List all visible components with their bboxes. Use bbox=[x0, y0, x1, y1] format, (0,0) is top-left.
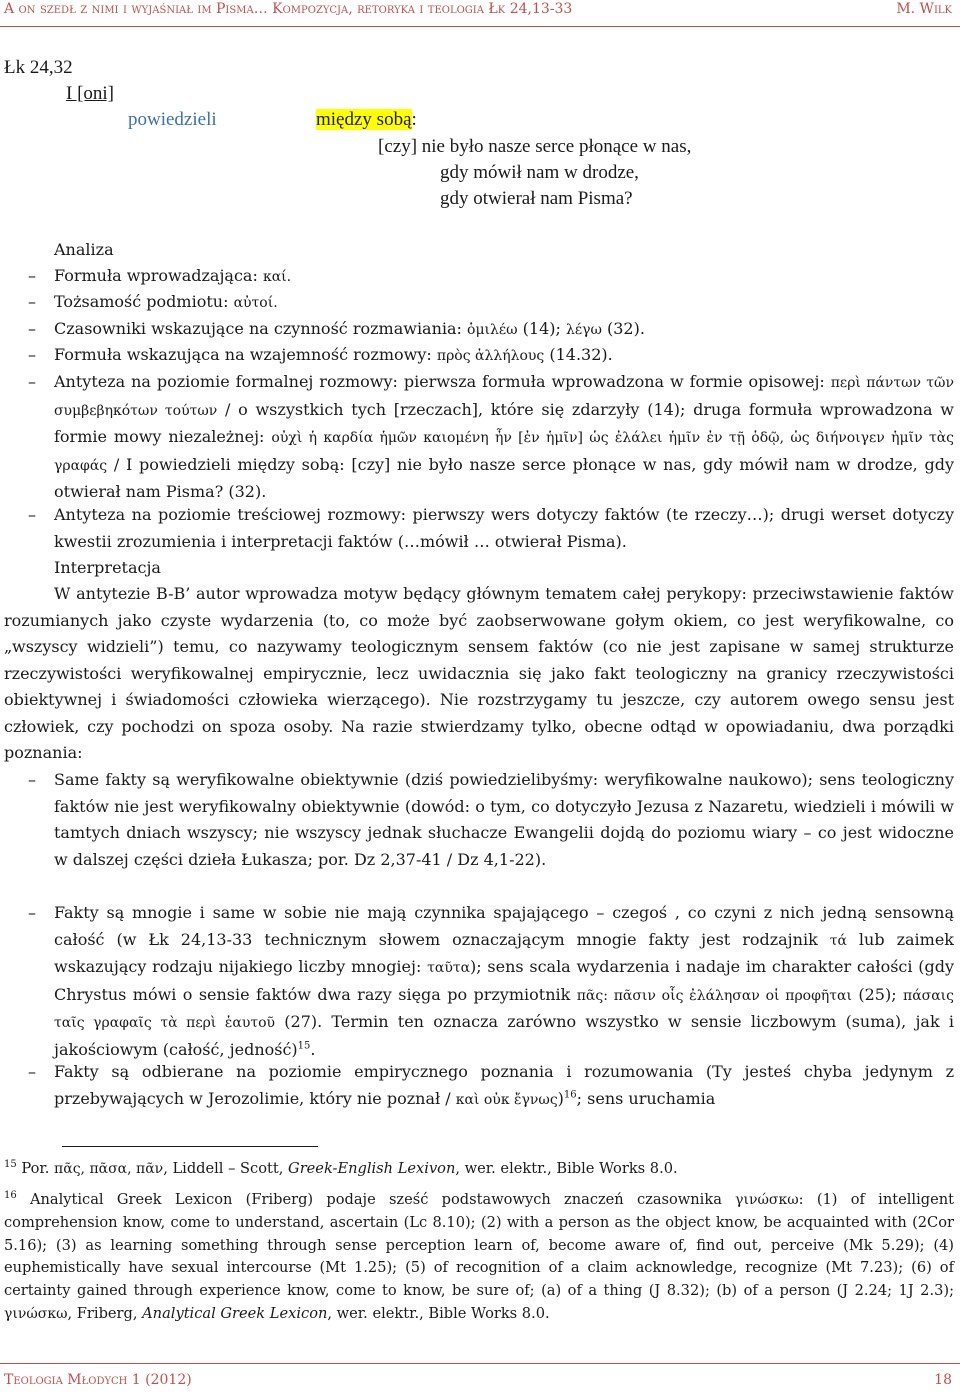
running-footer bbox=[0, 1372, 960, 1392]
interpretation-item: – Fakty są odbierane na poziomie empirycznego poznania i rozumowania (Ty jesteś chyba jedynym z przebywających w Jerozolimie, który nie poznał / καὶ οὐκ ἔγνως)$^{16}$; sens uruchamia bbox=[28, 1062, 954, 1108]
interpretation-item-text: Fakty są mnogie i same w sobie nie mają czynnika spajającego – czegoś , co czyni z nich jedną sensowną całość (w Łk 24,13-33 technicznym słowem oznaczającym mnogie fakty jest rodzajnik bbox=[54, 903, 954, 949]
greek-text: οὐχὶ ἡ καρδία ἡμῶν καιομένη ἦν [ἐν ἡμῖν] ὡς ἐλάλει ἡμῖν ἐν τῇ ὁδῷ, ὡς διήνοιγεν ἡμῖν τὰς γραφάς bbox=[54, 430, 954, 474]
footnote-text: , Friberg, bbox=[67, 1304, 143, 1322]
interpretation-item: – Same fakty są weryfikowalne obiektywnie (dziś powiedzielibyśmy: weryfikowalne naukowo); sens teologiczny faktów nie jest weryfikowalny obiektywnie (dowód: o tym, co dotyczyło Jezusa z Nazaretu, wiedzieli i mówili w tamtych dniach wszyscy; nie wszyscy jednak słuchacze Ewangelii dojdą do poziomu wiary – co jest widoczne w dalszej części dzieła Łukasza; por. Dz 2,37-41 / Dz 4,1-22). bbox=[4, 767, 954, 873]
greek-text: γινώσκω bbox=[4, 1305, 68, 1322]
greek-text: λέγω bbox=[566, 322, 602, 338]
greek-text: πᾶς: πᾶσιν οἷς ἐλάλησαν οἱ προφῆται bbox=[576, 987, 852, 1004]
analysis-item-text: Formuła wprowadzająca: bbox=[54, 266, 263, 285]
footnote-text: , wer. elektr., Bible Works 8.0. bbox=[455, 1160, 678, 1177]
verse-line-5: gdy otwierał nam Pisma? bbox=[440, 188, 633, 209]
antithesis-content: – Antyteza na poziomie treściowej rozmowy: pierwszy wers dotyczy faktów (te rzeczy…); drugi werset dotyczy kwestii zrozumienia i interpretacji faktów (…mówił … otwierał Pisma). bbox=[4, 502, 954, 555]
footnote-text: Analytical Greek Lexicon (Friberg) podaje sześć podstawowych znaczeń czasownika bbox=[16, 1191, 736, 1208]
footnote-text: , wer. elektr., Bible Works 8.0. bbox=[327, 1304, 550, 1322]
greek-text: αὐτοί. bbox=[233, 295, 278, 311]
antithesis-formal: – Antyteza na poziomie formalnej rozmowy: pierwsza formuła wprowadzona w formie opisowej: περὶ πάντων τῶν συμβεβηκότων τούτων / o wszystkich tych [rzeczach], które się zdarzyły (14); druga formuła wprowadzona w formie mowy niezależnej: οὐχὶ ἡ καρδία ἡμῶν καιομένη ἦν [ἐν ἡμῖν] ὡς ἐλάλει ἡμῖν ἐν τῇ ὁδῷ, ὡς διήνοιγεν ἡμῖν τὰς γραφάς / I powiedzieli między sobą: [czy] nie było nasze serce płonące w nas, gdy mówił nam w drodze, gdy otwierał nam Pisma? (32). bbox=[28, 372, 955, 501]
interpretation-item-text: (25); bbox=[851, 984, 904, 1004]
analysis-item-text: Czasowniki wskazujące na czynność rozmawiania: bbox=[54, 319, 468, 338]
footnote-number: 16 bbox=[4, 1190, 17, 1202]
footnote-text: , Liddell – Scott, bbox=[163, 1160, 289, 1177]
interpretation-item-text: ; sens uruchamia bbox=[576, 1088, 716, 1108]
journal-name: Teologia Młodych 1 (2012) bbox=[4, 1372, 192, 1388]
antithesis-text: / I powiedzieli między sobą: [czy] nie było nasze serce płonące w nas, gdy mówił nam w drodze, gdy otwierał nam Pisma? (32). bbox=[54, 454, 954, 501]
analysis-item-text: (14); bbox=[517, 319, 566, 338]
interpretation-heading: Interpretacja bbox=[54, 558, 161, 577]
interpretation-item-text: (27). Termin ten oznacza zarówno wszystko w sensie liczbowym (suma), jak i jakościowym (całość, jedność) bbox=[54, 1012, 954, 1059]
verse-colon: : bbox=[411, 109, 417, 130]
footer-rule bbox=[0, 1363, 960, 1364]
footnote-number: 15 bbox=[4, 1159, 17, 1171]
page-number: 18 bbox=[934, 1372, 952, 1388]
greek-text: πρὸς ἀλλήλους bbox=[436, 348, 545, 364]
analysis-item: – Tożsamość podmiotu: αὐτοί. bbox=[28, 292, 278, 311]
verse-line-4: gdy mówił nam w drodze, bbox=[440, 162, 639, 183]
interpretation-item-text: lub zaimek wskazujący rodzaju nijakiego liczby mnogiej: bbox=[54, 929, 954, 976]
verse-speakers: powiedzieli bbox=[128, 109, 217, 130]
greek-text: καί. bbox=[262, 269, 292, 285]
analysis-item: – Formuła wskazująca na wzajemność rozmowy: πρὸς ἀλλήλους (14.32). bbox=[28, 345, 613, 364]
interpretation-item-text: ); sens scala wydarzenia i nadaje im charakter całości (gdy Chrystus mówi o sensie faktów dwa razy sięga po przymiotnik bbox=[54, 957, 955, 1004]
footnote-title: Greek-English Lexivon bbox=[288, 1160, 456, 1177]
analysis-item: – Formuła wprowadzająca: καί. bbox=[28, 266, 292, 285]
footnote-title: Analytical Greek Lexicon bbox=[142, 1304, 328, 1322]
interpretation-item-text: ) bbox=[557, 1088, 564, 1108]
verse-line-1: I [oni] bbox=[66, 83, 115, 104]
antithesis-text: Antyteza na poziomie treściowej rozmowy: pierwszy wers dotyczy faktów (te rzeczy…); drugi werset dotyczy kwestii zrozumienia i interpretacji faktów (…mówił … otwierał Pisma). bbox=[54, 505, 954, 551]
footnote-text: Por. bbox=[16, 1160, 55, 1177]
interpretation-item: – Fakty są mnogie i same w sobie nie mają czynnika spajającego – czegoś , co czyni z nich jedną sensowną całość (w Łk 24,13-33 technicznym słowem oznaczającym mnogie fakty jest rodzajnik τά lub zaimek wskazujący rodzaju nijakiego liczby mnogiej: ταῦτα); sens scala wydarzenia i nadaje im charakter całości (gdy Chrystus mówi o sensie faktów dwa razy sięga po przymiotnik πᾶς: πᾶσιν οἷς ἐλάλησαν οἱ προφῆται (25); πάσαις ταῖς γραφαῖς τὰ περὶ ἑαυτοῦ (27). Termin ten oznacza zarówno wszystko w sensie liczbowym (suma), jak i jakościowym (całość, jedność)$^{15}$. bbox=[28, 903, 955, 1059]
analysis-heading: Analiza bbox=[54, 240, 114, 259]
interpretation-item-text: . bbox=[310, 1039, 316, 1059]
analysis-item-text: Tożsamość podmiotu: bbox=[54, 292, 234, 311]
antithesis-text: / o wszystkich tych [rzeczach], które się zdarzyły (14); druga formuła wprowadzona w formie mowy niezależnej: bbox=[54, 399, 955, 446]
footnote-15 bbox=[4, 1158, 954, 1181]
footnote-text: : (1) of intelligent comprehension know, come to understand, ascertain (Lc 8.10); (2) with a person as the object know, be acquainted with (2Cor 5.16); (3) as learning something through sense perception learn of, become aware of, find out, perceive (Mk 5.29); (4) euphemistically have sexual intercourse (Mt 1.25); (5) of recognition of a claim acknowledge, recognize (Mt 7.23); (6) of certainty gained through experience know, come to know, be sure of; (a) of a thing (J 8.32); (b) of a person (J 2.24; 1J 2.3); bbox=[4, 1191, 954, 1300]
analysis-item-text: (14.32). bbox=[544, 345, 613, 364]
verse-line-2 bbox=[128, 106, 217, 133]
footnote-16 bbox=[4, 1189, 954, 1326]
footnote-ref[interactable]: 15 bbox=[297, 1040, 311, 1052]
verse-line-2b bbox=[316, 106, 417, 133]
header-title: A on szedł z nimi i wyjaśniał im Pisma… Kompozycja, retoryka i teologia Łk 24,13-33 bbox=[4, 1, 573, 17]
interpretation-item-text: Fakty są odbierane na poziomie empirycznego poznania i rozumowania (Ty jesteś chyba jedynym z przebywających w Jerozolimie, który nie poznał / bbox=[54, 1062, 954, 1108]
analysis-item-text: (32). bbox=[601, 319, 645, 338]
greek-text: ὁμιλέω bbox=[467, 322, 518, 338]
verse-highlight: między sobą bbox=[316, 109, 412, 130]
verse-line-3: [czy] nie było nasze serce płonące w nas, bbox=[378, 136, 692, 157]
greek-text: καὶ οὐκ ἔγνως bbox=[455, 1091, 558, 1108]
interpretation-paragraph: W antytezie B-B’ autor wprowadza motyw będący głównym tematem całej perykopy: przeciwstawienie faktów rozumianych jako czyste wydarzenia (to, co może być zaobserwowane gołym okiem, co jest weryfikowalne, co „wszyscy widzieli”) temu, co nazywamy teologicznym sensem faktów (co nie jest zapisane w samej strukturze rzeczywistości weryfikowalnej empirycznie, lecz uwidacznia się jako fakt teologiczny na granicy rzeczywistości obiektywnej i świadomości człowieka wierzącego). Nie rozstrzygamy tu jeszcze, czy autorem owego sensu jest człowiek, czy pochodzi on spoza osoby. Na razie stwierdzamy tylko, obecne odtąd w opowiadaniu, dwa porządki poznania: bbox=[4, 584, 954, 762]
verse-reference: Łk 24,32 bbox=[4, 57, 73, 78]
header-author: M. Wilk bbox=[896, 1, 952, 17]
greek-text: περὶ πάντων τῶν συμβεβηκότων τούτων bbox=[54, 375, 954, 419]
greek-text: ταῦτα bbox=[427, 960, 471, 976]
running-header bbox=[0, 0, 960, 22]
greek-text: γινώσκω bbox=[735, 1192, 799, 1208]
analysis-item: – Czasowniki wskazujące na czynność rozmawiania: ὁμιλέω (14); λέγω (32). bbox=[28, 319, 645, 338]
greek-text: τά bbox=[829, 932, 847, 949]
antithesis-text: Antyteza na poziomie formalnej rozmowy: pierwsza formuła wprowadzona w formie opisowej: bbox=[54, 372, 831, 391]
footnote-ref[interactable]: 16 bbox=[563, 1089, 577, 1101]
interpretation-item-text: Same fakty są weryfikowalne obiektywnie (dziś powiedzielibyśmy: weryfikowalne naukowo); sens teologiczny faktów nie jest weryfikowalny obiektywnie (dowód: o tym, co dotyczyło Jezusa z Nazaretu, wiedzieli i mówili w tamtych dniach wszyscy; nie wszyscy jednak słuchacze Ewangelii dojdą do poziomu wiary – co jest widoczne w dalszej części dzieła Łukasza; por. Dz 2,37-41 / Dz 4,1-22). bbox=[54, 770, 954, 869]
header-rule bbox=[0, 26, 960, 27]
analysis-item-text: Formuła wskazująca na wzajemność rozmowy: bbox=[54, 345, 437, 364]
footnote-separator bbox=[62, 1146, 318, 1147]
greek-text: πᾶς, πᾶσα, πᾶν bbox=[54, 1161, 164, 1177]
greek-text: πάσαις ταῖς γραφαῖς τὰ περὶ ἑαυτοῦ bbox=[54, 987, 955, 1031]
